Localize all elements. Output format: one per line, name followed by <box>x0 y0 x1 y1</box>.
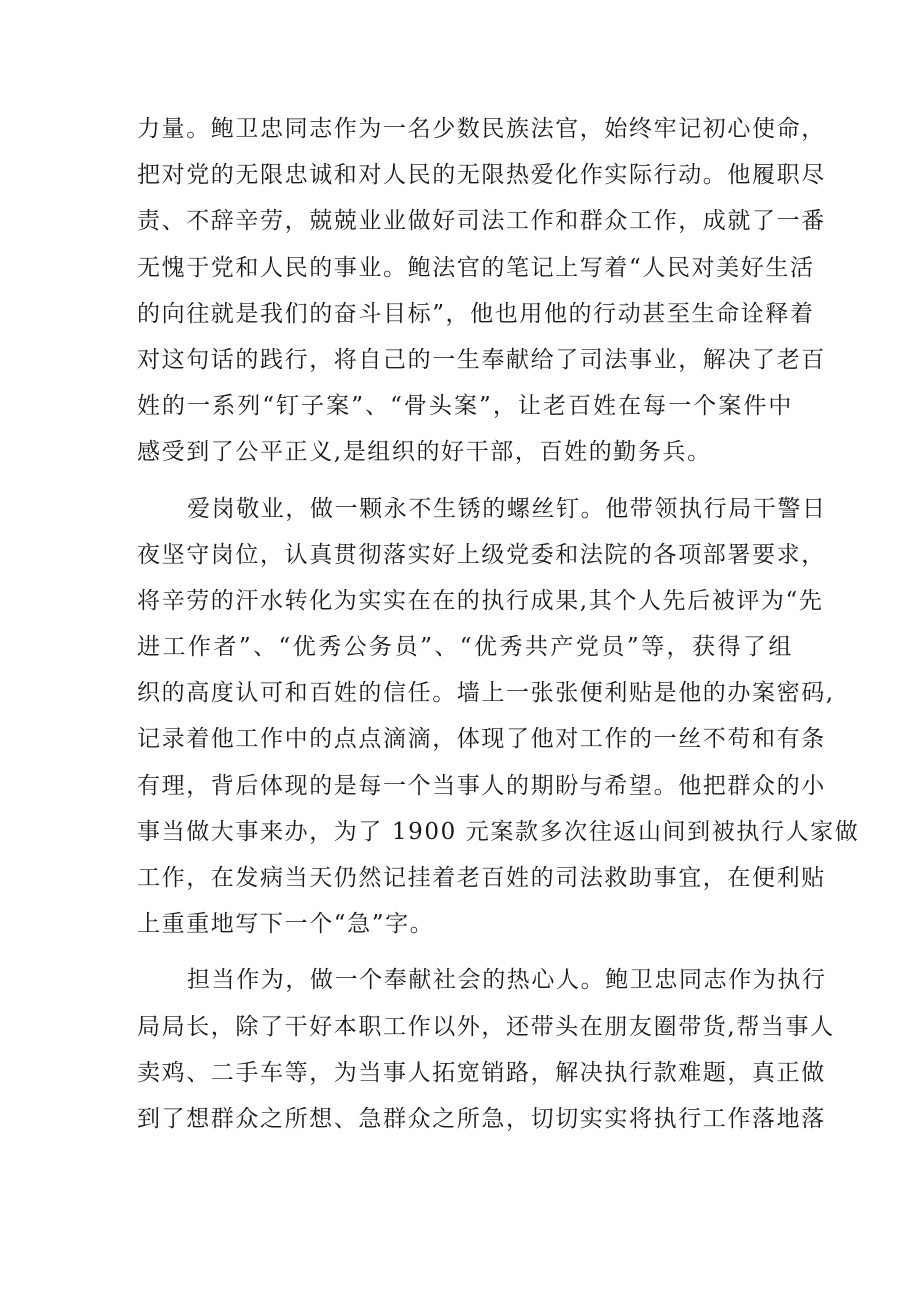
text-line: 担当作为，做一个奉献社会的热心人。鲍卫忠同志作为执行 <box>187 967 827 994</box>
text-line: 工作，在发病当天仍然记挂着老百姓的司法救助事宜，在便利贴 <box>137 865 826 891</box>
paragraph-3 <box>137 957 835 1142</box>
text-line: 卖鸡、二手车等，为当事人拓宽销路，解决执行款难题，真正做 <box>137 1059 826 1086</box>
text-line: 姓的一系列“钉子案”、“骨头案”，让老百姓在每一个案件中 <box>137 393 793 420</box>
paragraph-2 <box>137 486 860 948</box>
text-line: 上重重地写下一个“急”字。 <box>137 911 435 938</box>
text-line: 对这句话的践行，将自己的一生奉献给了司法事业，解决了老百 <box>137 346 826 373</box>
text-line: 责、不辞辛劳，兢兢业业做好司法工作和群众工作，成就了一番 <box>137 208 826 235</box>
text-line: 的向往就是我们的奋斗目标”，他也用他的行动甚至生命诠释着 <box>137 300 815 327</box>
text-line: 局局长，除了干好本职工作以外，还带头在朋友圈带货,帮当事人 <box>137 1013 835 1040</box>
paragraph-1 <box>137 106 826 476</box>
text-line: 感受到了公平正义,是组织的好干部，百姓的勤务兵。 <box>137 439 712 466</box>
text-line: 事当做大事来办，为了 1900 元案款多次往返山间到被执行人家做 <box>137 818 860 845</box>
text-line: 爱岗敬业，做一颗永不生锈的螺丝钉。他带领执行局干警日 <box>187 495 827 522</box>
text-line: 把对党的无限忠诚和对人民的无限热爱化作实际行动。他履职尽 <box>137 162 826 189</box>
document-body <box>137 106 860 1142</box>
text-line: 记录着他工作中的点点滴滴，体现了他对工作的一丝不苟和有条 <box>137 726 826 753</box>
text-line: 无愧于党和人民的事业。鲍法官的笔记上写着“人民对美好生活 <box>137 254 815 281</box>
text-line: 力量。鲍卫忠同志作为一名少数民族法官，始终牢记初心使命， <box>137 116 826 142</box>
text-line: 进工作者”、“优秀公务员”、“优秀共产党员”等，获得了组 <box>137 634 793 661</box>
text-line: 有理，背后体现的是每一个当事人的期盼与希望。他把群众的小 <box>137 772 826 799</box>
text-line: 夜坚守岗位，认真贯彻落实好上级党委和法院的各项部署要求， <box>137 541 826 568</box>
text-line: 将辛劳的汗水转化为实实在在的执行成果,其个人先后被评为“先 <box>137 587 824 614</box>
text-line: 织的高度认可和百姓的信任。墙上一张张便利贴是他的办案密码, <box>137 680 835 707</box>
text-line: 到了想群众之所想、急群众之所急，切切实实将执行工作落地落 <box>137 1105 826 1132</box>
